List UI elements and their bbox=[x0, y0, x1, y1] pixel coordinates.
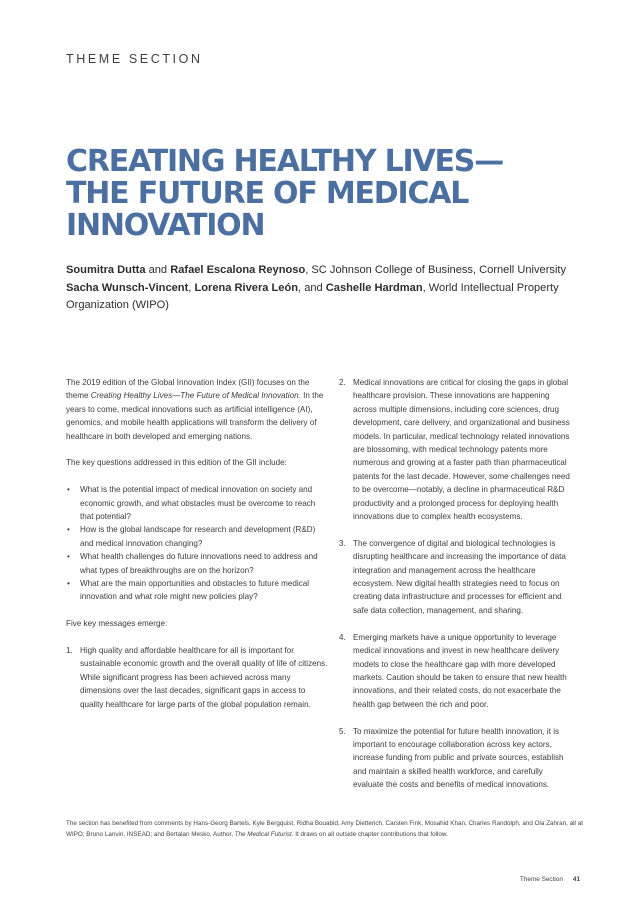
bullet-icon: • bbox=[67, 525, 70, 535]
bullet-icon: • bbox=[67, 485, 70, 495]
page-title bbox=[66, 146, 606, 242]
intro-text: . In the years to come, medical innovations such as artificial intelligence (AI), genomics, and mobile health applications will transform the delivery of healthcare in both developed and emerging nations. bbox=[66, 391, 324, 441]
author-name: Rafael Escalona Reynoso bbox=[170, 264, 306, 276]
list-item-text: How is the global landscape for research and development (R&D) and medical innovation changing? bbox=[80, 525, 316, 548]
list-item bbox=[339, 537, 575, 617]
list-item-text: Medical innovations are critical for closing the gaps in global healthcare provision. These innovations are happening across multiple dimensions, including core sciences, drug development, care delivery, and organizational and business models. In particular, medical technology related innovations are blossoming, with medical technology patents more numerous and growing at a faster path than pharmaceutical patents for the last decade. However, some challenges need to be overcome—notably, a decline in pharmaceutical R&D productivity and a prolonged process for deploying health innovations due to complex health ecosystems. bbox=[353, 378, 570, 522]
title-line: THE FUTURE OF MEDICAL bbox=[66, 176, 469, 211]
list-number: 3. bbox=[339, 538, 346, 548]
author-connector: , and bbox=[298, 281, 326, 294]
questions-intro: The key questions addressed in this edition of the GII include: bbox=[66, 458, 287, 468]
footnote-text: . It draws on all outside chapter contributions that follow. bbox=[291, 831, 448, 838]
messages-intro: Five key messages emerge: bbox=[66, 619, 168, 629]
list-item bbox=[339, 631, 575, 711]
author-name: Soumitra Dutta bbox=[66, 264, 146, 276]
right-column bbox=[339, 376, 575, 792]
section-label: THEME SECTION bbox=[66, 52, 203, 66]
list-item-text: High quality and affordable healthcare for all is important for sustainable economic growth and the overall quality of life of citizens. While significant progress has been achieved across many dimensions over the last decades, significant gaps in access to quality healthcare for large parts of the global population remain. bbox=[80, 646, 328, 709]
bullet-icon: • bbox=[67, 552, 70, 562]
intro-paragraph bbox=[66, 376, 328, 443]
messages-list bbox=[66, 644, 328, 711]
page-number: 41 bbox=[572, 876, 580, 883]
list-item bbox=[66, 523, 328, 550]
list-item-text: What health challenges do future innovations need to address and what types of breakthroughs are on the horizon? bbox=[80, 552, 318, 575]
questions-list bbox=[66, 483, 328, 604]
author-block bbox=[66, 262, 586, 315]
title-line: CREATING HEALTHY LIVES— bbox=[66, 144, 504, 179]
theme-title: Creating Healthy Lives—The Future of Medical Innovation bbox=[90, 391, 299, 401]
intro-text: The 2019 edition of the Global Innovation Index (GII) focuses on the theme bbox=[66, 378, 310, 401]
author-affiliation: , SC Johnson College of Business, Cornell University bbox=[305, 264, 567, 276]
author-line bbox=[66, 280, 586, 315]
list-number: 4. bbox=[339, 632, 346, 642]
title-line: INNOVATION bbox=[66, 208, 265, 243]
list-number: 2. bbox=[339, 378, 346, 387]
author-line bbox=[66, 262, 586, 280]
acknowledgement-footnote bbox=[66, 818, 586, 840]
list-item-text: What is the potential impact of medical innovation on society and economic growth, and what obstacles must be overcome to reach that potential? bbox=[80, 485, 316, 522]
author-name: Sacha Wunsch-Vincent bbox=[66, 281, 189, 294]
list-item bbox=[66, 577, 328, 604]
list-item bbox=[66, 550, 328, 577]
author-affiliation: , World Intellectual Property Organization (WIPO) bbox=[66, 281, 559, 311]
bullet-icon: • bbox=[67, 579, 70, 589]
page-footer bbox=[520, 876, 580, 883]
left-column bbox=[66, 376, 328, 711]
author-connector: , bbox=[188, 281, 195, 294]
list-item-text: To maximize the potential for future health innovation, it is important to encourage collaboration across key actors, increase funding from public and private sources, establish and maintain a skilled health workforce, and carefully evaluate the costs and benefits of medical innovations. bbox=[353, 726, 564, 790]
author-name: Cashelle Hardman bbox=[325, 281, 423, 294]
list-number: 5. bbox=[339, 726, 346, 736]
messages-list-continued bbox=[339, 376, 575, 792]
list-item-text: What are the main opportunities and obstacles to future medical innovation and what role might new policies play? bbox=[80, 579, 310, 602]
list-item bbox=[339, 725, 575, 792]
list-item-text: The convergence of digital and biological technologies is disrupting healthcare and increasing the importance of data integration and management across the healthcare ecosystem. New digital health strategies need to focus on creating data infrastructure and processes for efficient and safe data collection, management, and sharing. bbox=[353, 538, 566, 615]
author-name: Lorena Rivera León bbox=[194, 281, 299, 294]
list-item bbox=[66, 483, 328, 523]
footnote-italic: The Medical Futurist bbox=[234, 831, 292, 838]
list-item bbox=[339, 376, 575, 523]
author-connector: and bbox=[145, 264, 171, 276]
list-item-text: Emerging markets have a unique opportunity to leverage medical innovations and invest in new healthcare delivery models to close the healthcare gap with more developed markets. Caution should be taken to ensure that new health innovations, and their related costs, do not exacerbate the health gap between the rich and poor. bbox=[353, 632, 567, 709]
list-item bbox=[66, 644, 328, 711]
footnote-text: The section has benefited from comments by Hans-Georg Bartels, Kyle Bergquist, Ridha Bouabid, Amy Dietterich, Carsten Fink, Mosahid Khan, Charles Randolph, and Ola Zahran, all at WIPO; Bruno Lanvin, INSEAD; and Bertalan Mesko, Author, bbox=[66, 820, 583, 838]
footer-section-label: Theme Section bbox=[519, 876, 563, 883]
list-number: 1. bbox=[66, 646, 73, 656]
